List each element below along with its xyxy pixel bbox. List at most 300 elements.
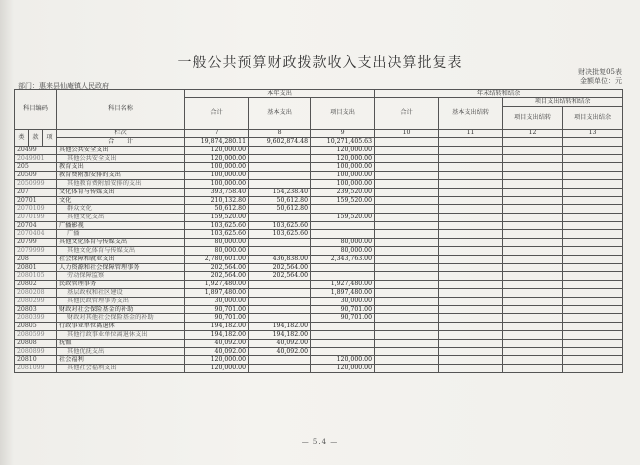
empty-cell bbox=[563, 314, 623, 322]
table-row bbox=[15, 238, 623, 246]
row-name: 群众文化 bbox=[57, 205, 185, 213]
empty-cell bbox=[503, 154, 563, 162]
row-basic: 103,625.60 bbox=[249, 222, 311, 230]
row-code: 2080208 bbox=[15, 289, 57, 297]
empty-cell bbox=[563, 213, 623, 221]
empty-cell bbox=[375, 264, 439, 272]
total-row-basic: 9,602,874.48 bbox=[249, 138, 311, 146]
empty-cell bbox=[503, 188, 563, 196]
row-basic bbox=[249, 171, 311, 179]
row-project: 100,000.00 bbox=[311, 163, 375, 171]
empty-cell bbox=[439, 213, 503, 221]
row-total: 90,701.00 bbox=[185, 305, 249, 313]
row-name: 其他行政事业单位离退休支出 bbox=[57, 331, 185, 339]
row-name: 抚恤 bbox=[57, 339, 185, 347]
empty-cell bbox=[375, 146, 439, 154]
header-ye-project: 项目支出结转和结余 bbox=[503, 98, 623, 106]
row-total: 202,564.00 bbox=[185, 272, 249, 280]
row-basic: 154,238.40 bbox=[249, 188, 311, 196]
empty-cell bbox=[439, 188, 503, 196]
row-name: 其他文化体育与传媒支出 bbox=[57, 238, 185, 246]
empty-cell bbox=[375, 196, 439, 204]
row-code: 2079999 bbox=[15, 247, 57, 255]
empty-cell bbox=[375, 222, 439, 230]
empty-cell bbox=[375, 163, 439, 171]
table-row bbox=[15, 339, 623, 347]
row-basic: 436,838.00 bbox=[249, 255, 311, 263]
row-basic bbox=[249, 163, 311, 171]
empty-cell bbox=[563, 146, 623, 154]
row-total: 100,000.00 bbox=[185, 163, 249, 171]
empty-cell bbox=[563, 188, 623, 196]
header-ye-project-carry: 项目支出结转 bbox=[503, 106, 563, 129]
row-basic: 194,182.00 bbox=[249, 322, 311, 330]
empty-cell bbox=[503, 314, 563, 322]
row-project bbox=[311, 272, 375, 280]
row-name: 人力资源和社会保障管理事务 bbox=[57, 264, 185, 272]
col-number: 12 bbox=[503, 129, 563, 137]
row-basic: 202,564.00 bbox=[249, 272, 311, 280]
row-code: 208 bbox=[15, 255, 57, 263]
empty-cell bbox=[563, 255, 623, 263]
row-project: 100,000.00 bbox=[311, 171, 375, 179]
row-total: 159,520.00 bbox=[185, 213, 249, 221]
table-row bbox=[15, 280, 623, 288]
empty-cell bbox=[503, 247, 563, 255]
header-ye-basic: 基本支出结转 bbox=[439, 98, 503, 129]
empty-cell bbox=[503, 264, 563, 272]
empty-cell bbox=[439, 255, 503, 263]
row-name: 财政对其他社会保险基金的补助 bbox=[57, 314, 185, 322]
row-name: 文化体育与传媒支出 bbox=[57, 188, 185, 196]
empty-cell bbox=[439, 238, 503, 246]
empty-cell bbox=[563, 297, 623, 305]
row-project: 80,000.00 bbox=[311, 247, 375, 255]
header-name: 科目名称 bbox=[57, 90, 185, 130]
empty-cell bbox=[439, 180, 503, 188]
table-row bbox=[15, 205, 623, 213]
empty-cell bbox=[375, 280, 439, 288]
empty-cell bbox=[563, 289, 623, 297]
empty-cell bbox=[503, 146, 563, 154]
table-row bbox=[15, 356, 623, 364]
row-code: 2050999 bbox=[15, 180, 57, 188]
row-code: 20499 bbox=[15, 146, 57, 154]
row-total: 120,000.00 bbox=[185, 364, 249, 372]
form-number: 财决批复05表 bbox=[578, 68, 622, 76]
table-row bbox=[15, 163, 623, 171]
empty-cell bbox=[563, 339, 623, 347]
row-basic bbox=[249, 289, 311, 297]
row-code: 2070109 bbox=[15, 205, 57, 213]
empty-cell bbox=[503, 280, 563, 288]
table-row bbox=[15, 322, 623, 330]
table-row bbox=[15, 146, 623, 154]
header-ye-total: 合计 bbox=[375, 98, 439, 129]
row-basic: 103,625.60 bbox=[249, 230, 311, 238]
header-code: 科目编码 bbox=[15, 90, 57, 130]
row-name: 民政管理事务 bbox=[57, 280, 185, 288]
row-code: 20805 bbox=[15, 322, 57, 330]
table-body bbox=[15, 146, 623, 373]
row-total: 194,182.00 bbox=[185, 331, 249, 339]
empty-cell bbox=[439, 264, 503, 272]
empty-cell bbox=[375, 272, 439, 280]
empty-cell bbox=[375, 339, 439, 347]
empty-cell bbox=[503, 196, 563, 204]
empty-cell bbox=[563, 272, 623, 280]
empty-cell bbox=[503, 356, 563, 364]
row-basic bbox=[249, 213, 311, 221]
row-total: 120,000.00 bbox=[185, 146, 249, 154]
row-project: 90,701.00 bbox=[311, 314, 375, 322]
row-code: 20803 bbox=[15, 305, 57, 313]
empty-cell bbox=[439, 297, 503, 305]
row-total: 40,092.00 bbox=[185, 339, 249, 347]
row-total: 103,625.60 bbox=[185, 222, 249, 230]
total-row-label: 合 计 bbox=[57, 138, 185, 146]
empty-cell bbox=[439, 364, 503, 372]
empty-cell bbox=[375, 347, 439, 355]
total-row-project: 10,271,405.63 bbox=[311, 138, 375, 146]
empty-cell bbox=[503, 205, 563, 213]
row-name: 劳动保障监察 bbox=[57, 272, 185, 280]
row-total: 202,564.00 bbox=[185, 264, 249, 272]
row-name: 广播影视 bbox=[57, 222, 185, 230]
row-name: 行政事业单位离退休 bbox=[57, 322, 185, 330]
empty-cell bbox=[563, 171, 623, 179]
empty-cell bbox=[375, 138, 439, 146]
empty-cell bbox=[375, 289, 439, 297]
header-col-seq: 栏次 bbox=[57, 129, 185, 137]
row-name: 社会福利 bbox=[57, 356, 185, 364]
empty-cell bbox=[439, 146, 503, 154]
row-code: 2080399 bbox=[15, 314, 57, 322]
row-project: 159,520.00 bbox=[311, 213, 375, 221]
row-basic: 40,092.00 bbox=[249, 347, 311, 355]
empty-cell bbox=[439, 138, 503, 146]
empty-cell bbox=[439, 222, 503, 230]
row-name: 教育支出 bbox=[57, 163, 185, 171]
row-total: 80,000.00 bbox=[185, 247, 249, 255]
empty-cell bbox=[503, 272, 563, 280]
row-basic bbox=[249, 356, 311, 364]
row-project: 30,000.00 bbox=[311, 297, 375, 305]
empty-cell bbox=[503, 238, 563, 246]
empty-cell bbox=[503, 213, 563, 221]
header-year-end: 年末结转和结余 bbox=[375, 90, 623, 98]
empty-cell bbox=[439, 163, 503, 171]
empty-cell bbox=[439, 205, 503, 213]
empty-cell bbox=[563, 230, 623, 238]
row-total: 210,132.80 bbox=[185, 196, 249, 204]
row-total: 1,897,480.00 bbox=[185, 289, 249, 297]
empty-cell bbox=[503, 180, 563, 188]
empty-cell bbox=[439, 305, 503, 313]
empty-cell bbox=[563, 347, 623, 355]
empty-cell bbox=[439, 196, 503, 204]
row-project: 159,520.00 bbox=[311, 196, 375, 204]
row-code: 207 bbox=[15, 188, 57, 196]
row-basic: 202,564.00 bbox=[249, 264, 311, 272]
row-code: 2070199 bbox=[15, 213, 57, 221]
row-total: 120,000.00 bbox=[185, 154, 249, 162]
table-row bbox=[15, 264, 623, 272]
row-project bbox=[311, 331, 375, 339]
empty-cell bbox=[563, 280, 623, 288]
empty-cell bbox=[563, 264, 623, 272]
row-project: 120,000.00 bbox=[311, 364, 375, 372]
row-code: 2080899 bbox=[15, 347, 57, 355]
empty-cell bbox=[375, 230, 439, 238]
empty-cell bbox=[439, 314, 503, 322]
row-basic bbox=[249, 297, 311, 305]
col-number: 7 bbox=[185, 129, 249, 137]
empty-cell bbox=[503, 322, 563, 330]
empty-cell bbox=[439, 356, 503, 364]
empty-cell bbox=[375, 180, 439, 188]
table-row bbox=[15, 230, 623, 238]
empty-cell bbox=[503, 339, 563, 347]
total-row-total: 19,874,280.11 bbox=[185, 138, 249, 146]
row-name: 教育费附加安排的支出 bbox=[57, 171, 185, 179]
row-project: 120,000.00 bbox=[311, 356, 375, 364]
row-code: 2081099 bbox=[15, 364, 57, 372]
row-project bbox=[311, 230, 375, 238]
empty-cell bbox=[563, 196, 623, 204]
empty-cell bbox=[439, 289, 503, 297]
empty-cell bbox=[563, 305, 623, 313]
empty-cell bbox=[439, 171, 503, 179]
row-total: 194,182.00 bbox=[185, 322, 249, 330]
row-total: 40,092.00 bbox=[185, 347, 249, 355]
empty-cell bbox=[503, 222, 563, 230]
table-row bbox=[15, 314, 623, 322]
row-total: 100,000.00 bbox=[185, 171, 249, 179]
row-basic: 50,612.80 bbox=[249, 205, 311, 213]
header-xiang: 项 bbox=[43, 129, 57, 146]
row-basic bbox=[249, 280, 311, 288]
row-name: 财政对社会保险基金的补助 bbox=[57, 305, 185, 313]
row-name: 广播 bbox=[57, 230, 185, 238]
empty-cell bbox=[563, 238, 623, 246]
row-basic: 50,612.80 bbox=[249, 196, 311, 204]
row-code: 2080299 bbox=[15, 297, 57, 305]
empty-cell bbox=[439, 347, 503, 355]
row-name: 其他公共安全支出 bbox=[57, 154, 185, 162]
empty-cell bbox=[563, 364, 623, 372]
row-basic bbox=[249, 364, 311, 372]
row-project bbox=[311, 347, 375, 355]
table-row bbox=[15, 247, 623, 255]
empty-cell bbox=[439, 339, 503, 347]
table-row bbox=[15, 347, 623, 355]
row-name: 其他教育费附加安排的支出 bbox=[57, 180, 185, 188]
row-project: 2,343,763.00 bbox=[311, 255, 375, 263]
row-basic bbox=[249, 247, 311, 255]
table-row bbox=[15, 297, 623, 305]
row-code: 20701 bbox=[15, 196, 57, 204]
table-row bbox=[15, 331, 623, 339]
empty-cell bbox=[439, 230, 503, 238]
row-basic bbox=[249, 305, 311, 313]
row-code: 2070404 bbox=[15, 230, 57, 238]
row-basic bbox=[249, 154, 311, 162]
empty-cell bbox=[563, 247, 623, 255]
empty-cell bbox=[439, 247, 503, 255]
empty-cell bbox=[503, 364, 563, 372]
row-basic: 194,182.00 bbox=[249, 331, 311, 339]
col-number: 11 bbox=[439, 129, 503, 137]
row-code: 20704 bbox=[15, 222, 57, 230]
row-code: 20799 bbox=[15, 238, 57, 246]
empty-cell bbox=[375, 364, 439, 372]
table-row bbox=[15, 196, 623, 204]
row-name: 其他社会福利支出 bbox=[57, 364, 185, 372]
budget-table bbox=[14, 89, 623, 373]
amount-unit: 金额单位：元 bbox=[580, 77, 622, 85]
row-project bbox=[311, 339, 375, 347]
table-row bbox=[15, 213, 623, 221]
row-project: 90,701.00 bbox=[311, 305, 375, 313]
row-basic bbox=[249, 180, 311, 188]
row-project: 1,927,480.00 bbox=[311, 280, 375, 288]
table-row bbox=[15, 222, 623, 230]
empty-cell bbox=[563, 180, 623, 188]
empty-cell bbox=[439, 322, 503, 330]
row-code: 20801 bbox=[15, 264, 57, 272]
row-total: 100,000.00 bbox=[185, 180, 249, 188]
row-code: 20509 bbox=[15, 171, 57, 179]
row-name: 社会保障和就业支出 bbox=[57, 255, 185, 263]
empty-cell bbox=[563, 154, 623, 162]
row-project bbox=[311, 322, 375, 330]
row-code: 2080599 bbox=[15, 331, 57, 339]
department-label: 部门：惠来县仙庵镇人民政府 bbox=[18, 82, 109, 90]
row-project: 80,000.00 bbox=[311, 238, 375, 246]
col-number: 8 bbox=[249, 129, 311, 137]
row-total: 120,000.00 bbox=[185, 356, 249, 364]
empty-cell bbox=[503, 255, 563, 263]
row-name: 其他文化支出 bbox=[57, 213, 185, 221]
row-basic bbox=[249, 314, 311, 322]
row-total: 2,780,601.00 bbox=[185, 255, 249, 263]
empty-cell bbox=[375, 213, 439, 221]
empty-cell bbox=[375, 331, 439, 339]
row-total: 30,000.00 bbox=[185, 297, 249, 305]
empty-cell bbox=[375, 322, 439, 330]
empty-cell bbox=[563, 138, 623, 146]
empty-cell bbox=[503, 305, 563, 313]
header-total: 合计 bbox=[185, 98, 249, 129]
row-total: 90,701.00 bbox=[185, 314, 249, 322]
empty-cell bbox=[503, 331, 563, 339]
header-ye-project-surplus: 项目支出结余 bbox=[563, 106, 623, 129]
empty-cell bbox=[503, 163, 563, 171]
row-total: 1,927,480.00 bbox=[185, 280, 249, 288]
empty-cell bbox=[439, 272, 503, 280]
row-basic bbox=[249, 146, 311, 154]
empty-cell bbox=[375, 171, 439, 179]
row-code: 20810 bbox=[15, 356, 57, 364]
row-code: 2049901 bbox=[15, 154, 57, 162]
row-code: 2080105 bbox=[15, 272, 57, 280]
empty-cell bbox=[439, 331, 503, 339]
row-total: 80,000.00 bbox=[185, 238, 249, 246]
empty-cell bbox=[375, 305, 439, 313]
header-current-year: 本年支出 bbox=[185, 90, 375, 98]
table-row bbox=[15, 272, 623, 280]
header-basic: 基本支出 bbox=[249, 98, 311, 129]
table-row bbox=[15, 289, 623, 297]
row-total: 50,612.80 bbox=[185, 205, 249, 213]
row-name: 基层政权和社区建设 bbox=[57, 289, 185, 297]
empty-cell bbox=[503, 230, 563, 238]
row-project: 100,000.00 bbox=[311, 180, 375, 188]
row-code: 205 bbox=[15, 163, 57, 171]
empty-cell bbox=[375, 314, 439, 322]
empty-cell bbox=[503, 171, 563, 179]
row-project: 239,520.00 bbox=[311, 188, 375, 196]
header-project: 项目支出 bbox=[311, 98, 375, 129]
row-name: 文化 bbox=[57, 196, 185, 204]
header-lei: 类 bbox=[15, 129, 29, 146]
table-row bbox=[15, 171, 623, 179]
row-project bbox=[311, 264, 375, 272]
empty-cell bbox=[503, 297, 563, 305]
row-basic bbox=[249, 238, 311, 246]
row-basic: 40,092.00 bbox=[249, 339, 311, 347]
row-name: 其他公共安全支出 bbox=[57, 146, 185, 154]
empty-cell bbox=[563, 322, 623, 330]
empty-cell bbox=[503, 289, 563, 297]
row-name: 其他文化体育与传媒支出 bbox=[57, 247, 185, 255]
empty-cell bbox=[503, 138, 563, 146]
row-project bbox=[311, 222, 375, 230]
empty-cell bbox=[375, 205, 439, 213]
empty-cell bbox=[563, 222, 623, 230]
table-row bbox=[15, 154, 623, 162]
empty-cell bbox=[563, 205, 623, 213]
row-project: 120,000.00 bbox=[311, 154, 375, 162]
empty-cell bbox=[375, 188, 439, 196]
header-kuan: 款 bbox=[29, 129, 43, 146]
empty-cell bbox=[439, 154, 503, 162]
empty-cell bbox=[375, 238, 439, 246]
col-number: 13 bbox=[563, 129, 623, 137]
col-number: 9 bbox=[311, 129, 375, 137]
row-code: 20802 bbox=[15, 280, 57, 288]
empty-cell bbox=[503, 347, 563, 355]
row-name: 其他优抚支出 bbox=[57, 347, 185, 355]
empty-cell bbox=[375, 154, 439, 162]
table-row bbox=[15, 364, 623, 372]
empty-cell bbox=[375, 356, 439, 364]
row-name: 其他民政管理事务支出 bbox=[57, 297, 185, 305]
row-total: 103,625.60 bbox=[185, 230, 249, 238]
table-row bbox=[15, 180, 623, 188]
empty-cell bbox=[375, 255, 439, 263]
document-title: 一般公共预算财政拨款收入支出决算批复表 bbox=[177, 55, 463, 71]
row-total: 393,758.40 bbox=[185, 188, 249, 196]
row-project: 120,000.00 bbox=[311, 146, 375, 154]
row-code: 20808 bbox=[15, 339, 57, 347]
empty-cell bbox=[563, 331, 623, 339]
row-project bbox=[311, 205, 375, 213]
table-row bbox=[15, 305, 623, 313]
table-row bbox=[15, 188, 623, 196]
empty-cell bbox=[375, 247, 439, 255]
